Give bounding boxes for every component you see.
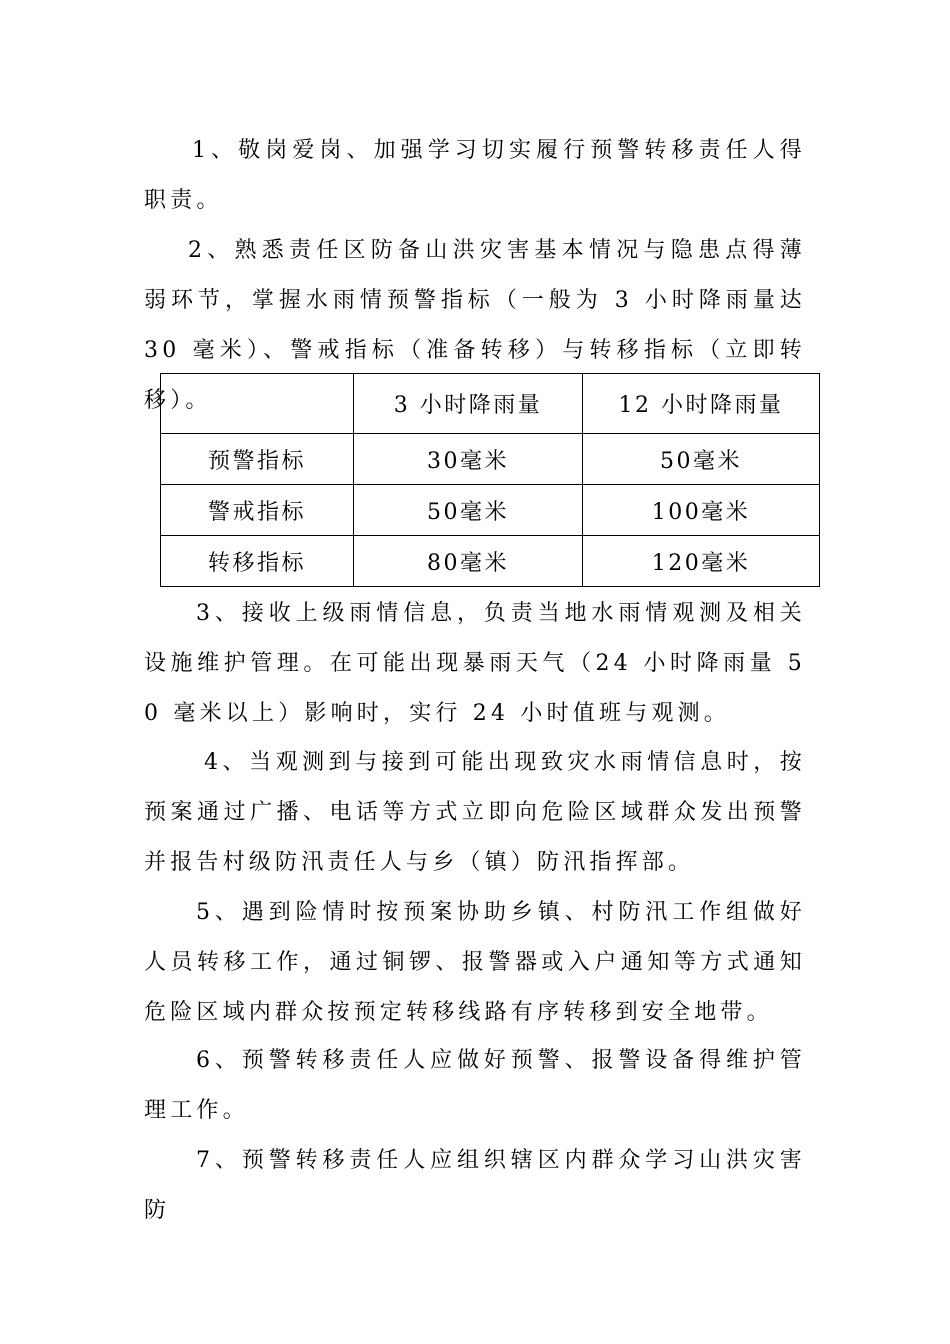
table-row [161, 485, 820, 536]
table-row [161, 434, 820, 485]
table-row-label: 转移指标 [161, 536, 354, 587]
rainfall-threshold-table [160, 373, 819, 586]
paragraph-1: 1、敬岗爱岗、加强学习切实履行预警转移责任人得职责。 [144, 138, 806, 213]
table-cell: 50毫米 [583, 434, 820, 485]
paragraph-6: 6、预警转移责任人应做好预警、报警设备得维护管理工作。 [144, 1048, 806, 1123]
table-cell: 50毫米 [354, 485, 583, 536]
table-header-row [161, 374, 820, 434]
paragraph-5: 5、遇到险情时按预案协助乡镇、村防汛工作组做好人员转移工作，通过铜锣、报警器或入户通知等方式通知危险区域内群众按预定转移线路有序转移到安全地带。 [144, 900, 806, 1025]
table-row-label: 警戒指标 [161, 485, 354, 536]
table-cell: 30毫米 [354, 434, 583, 485]
table-header-cell: 3 小时降雨量 [354, 374, 583, 434]
table [160, 373, 820, 587]
table-header-cell: 12 小时降雨量 [583, 374, 820, 434]
table-cell: 120毫米 [583, 536, 820, 587]
table-cell: 100毫米 [583, 485, 820, 536]
paragraph-4: 4、当观测到与接到可能出现致灾水雨情信息时，按预案通过广播、电话等方式立即向危险区域群众发出预警并报告村级防汛责任人与乡（镇）防汛指挥部。 [144, 750, 806, 875]
paragraph-7: 7、预警转移责任人应组织辖区内群众学习山洪灾害防 [144, 1148, 806, 1223]
paragraph-3: 3、接收上级雨情信息，负责当地水雨情观测及相关设施维护管理。在可能出现暴雨天气（24 小时降雨量 50 毫米以上）影响时，实行 24 小时值班与观测。 [144, 601, 806, 726]
table-row [161, 536, 820, 587]
table-row-label: 预警指标 [161, 434, 354, 485]
table-cell: 80毫米 [354, 536, 583, 587]
paragraph-2: 2、熟悉责任区防备山洪灾害基本情况与隐患点得薄弱环节，掌握水雨情预警指标（一般为 3 小时降雨量达 30 毫米）、警戒指标（准备转移）与转移指标（立即转移）。 [144, 238, 806, 413]
table-header-cell [161, 374, 354, 434]
